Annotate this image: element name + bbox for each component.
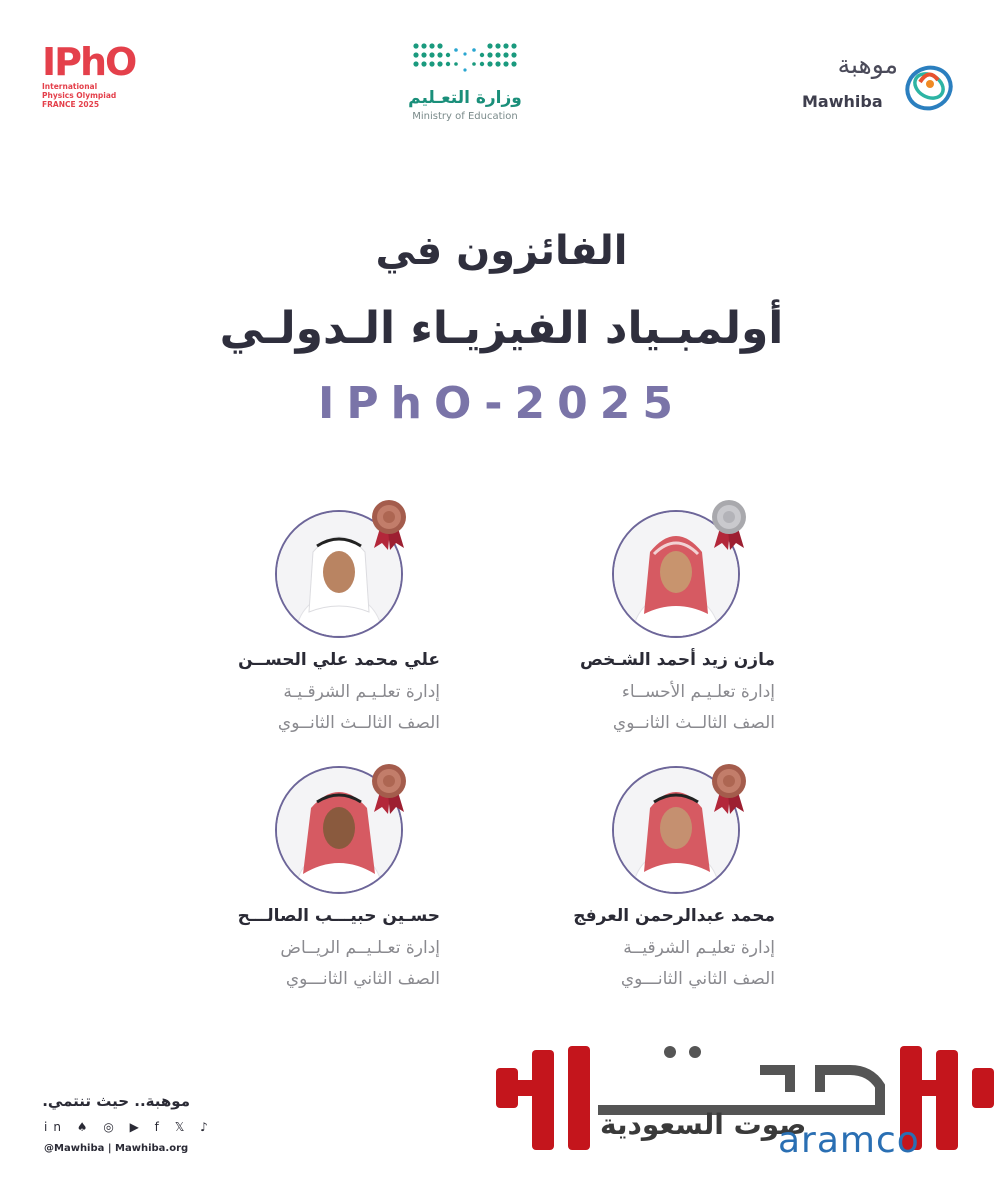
winner-2-name: علي محمد علي الحســن	[238, 650, 440, 670]
ipho-logo-line-3: FRANCE 2025	[42, 100, 100, 109]
sawt-watermark-logo	[490, 1040, 1000, 1160]
social-icons-row[interactable]: in ♠ ◎ ▶ f 𝕏 ♪	[44, 1120, 214, 1134]
ipho-logo-mark: IPhO	[42, 40, 136, 84]
ipho-logo-line-2: Physics Olympiad	[42, 91, 117, 100]
ipho-logo-line-1: International	[42, 82, 98, 91]
title-ipho-2025: IPhO-2025	[318, 378, 685, 429]
winner-2-grade: الصف الثالــث الثانــوي	[277, 713, 440, 733]
mawhiba-logo	[798, 50, 963, 130]
winner-3-bronze-medal-icon	[706, 762, 752, 814]
winner-3-department: إدارة تعليـم الشرقيــة	[623, 938, 775, 958]
aramco-logo: aramco	[778, 1120, 920, 1161]
winner-3-grade: الصف الثاني الثانـــوي	[620, 969, 775, 989]
moe-dots-icon	[406, 40, 524, 76]
winner-4-bronze-medal-icon	[366, 762, 412, 814]
ipho-logo	[42, 42, 152, 142]
mawhiba-english-name: Mawhiba	[802, 92, 883, 111]
moe-english-name: Ministry of Education	[412, 111, 518, 122]
moe-arabic-name: وزارة التعـليم	[408, 88, 522, 108]
title-line-2: أولمبـياد الفيزيـاء الـدولـي	[219, 303, 784, 354]
mawhiba-emblem-icon	[900, 54, 958, 118]
winner-1-grade: الصف الثالــث الثانــوي	[612, 713, 775, 733]
footer-tagline: موهبة.. حيث تنتمي.	[42, 1092, 190, 1110]
winner-2-department: إدارة تعلـيـم الشرقـيـة	[283, 682, 440, 702]
winner-4-department: إدارة تعـلـيــم الريــاض	[280, 938, 440, 958]
winner-4-grade: الصف الثاني الثانـــوي	[285, 969, 440, 989]
winner-1-department: إدارة تعلـيـم الأحســاء	[621, 682, 775, 702]
sawt-watermark-text: صوت السعودية	[600, 1108, 807, 1141]
winner-1-silver-medal-icon	[706, 498, 752, 550]
footer-handle[interactable]: @Mawhiba | Mawhiba.org	[44, 1143, 189, 1154]
title-line-1: الفائزون في	[375, 228, 628, 274]
mawhiba-arabic-name: موهبة	[837, 50, 898, 79]
sawt-watermark-icon	[490, 1040, 1000, 1160]
winner-4-name: حسـين حبيـــب الصالـــح	[237, 906, 440, 926]
ministry-of-education-logo	[395, 40, 535, 136]
winner-3-name: محمد عبدالرحمن العرفج	[573, 906, 775, 926]
winner-1-name: مازن زيد أحمد الشـخص	[579, 650, 775, 670]
winner-2-bronze-medal-icon	[366, 498, 412, 550]
